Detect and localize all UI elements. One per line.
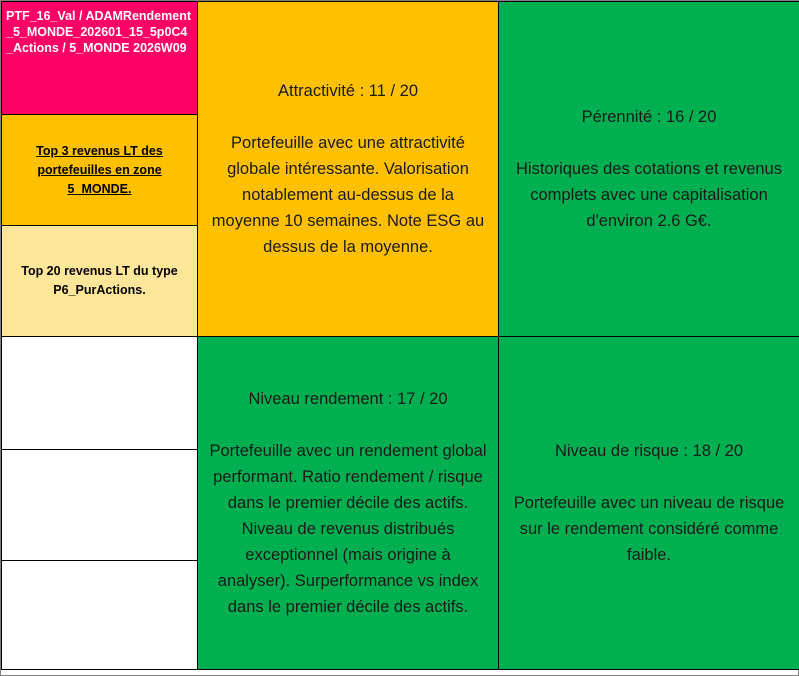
empty-cell-1 (1, 336, 198, 450)
top3-label: Top 3 revenus LT des portefeuilles en zone 5_MONDE. (36, 143, 163, 196)
top3-cell (1, 114, 198, 226)
portfolio-id-cell (1, 1, 198, 115)
perennite-description: Historiques des cotations et revenus complets avec une capitalisation d'environ 2.6 G€. (516, 160, 782, 230)
perennite-title: Pérennité : 16 / 20 (581, 108, 717, 126)
top20-cell (1, 225, 198, 337)
attractivite-title: Attractivité : 11 / 20 (277, 82, 418, 100)
risque-description: Portefeuille avec un niveau de risque sur le rendement considéré comme faible. (513, 494, 785, 564)
risque-panel (498, 336, 799, 670)
perennite-panel (498, 1, 799, 337)
attractivite-description: Portefeuille avec une attractivité globale intéressante. Valorisation notablement au-dessus de la moyenne 10 semaines. Note ESG au dessus de la moyenne. (211, 134, 485, 256)
rendement-title: Niveau rendement : 17 / 20 (248, 390, 448, 408)
attractivite-panel (197, 1, 499, 337)
empty-cell-3 (1, 560, 198, 670)
risque-title: Niveau de risque : 18 / 20 (554, 442, 744, 460)
empty-cell-2 (1, 449, 198, 561)
rendement-panel (197, 336, 499, 670)
top20-label: Top 20 revenus LT du type P6_PurActions. (21, 264, 178, 297)
portfolio-id-text: PTF_16_Val / ADAMRendement_5_MONDE_202601_15_5p0C4_Actions / 5_MONDE 2026W09 (6, 9, 192, 55)
rendement-description: Portefeuille avec un rendement global performant. Ratio rendement / risque dans le premier décile des actifs. Niveau de revenus distribués exceptionnel (mais origine à analyser). Surperformance vs index dans le premier décile des actifs. (209, 442, 487, 616)
